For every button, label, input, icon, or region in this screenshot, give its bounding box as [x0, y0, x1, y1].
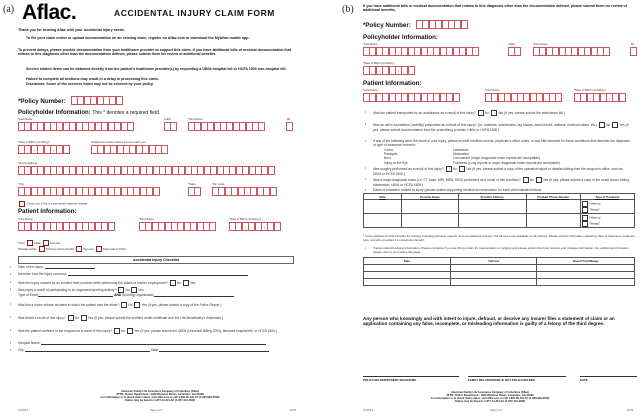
page2-first-name-input[interactable]	[533, 47, 610, 56]
aid-yes-checkbox[interactable]	[612, 122, 618, 128]
mi-input[interactable]	[286, 122, 292, 131]
state-input[interactable]	[188, 187, 201, 196]
page2-mi-label: MI	[631, 42, 635, 46]
patient-last-name-input[interactable]	[18, 222, 114, 231]
suffix-input[interactable]	[164, 122, 177, 131]
ambulance-no-checkbox[interactable]	[478, 110, 484, 116]
condition-item: Paralysis	[384, 152, 398, 157]
permanent-change-checkbox[interactable]	[19, 201, 25, 207]
primary-label: Primary Policyholder	[45, 246, 75, 251]
surgery-no-checkbox[interactable]	[446, 166, 452, 172]
hospital-name-input[interactable]	[41, 341, 266, 345]
checklist-sporting: • Was injury a result of participating in an organized sporting activity? No Yes Type of Event AND Sporting Organization	[18, 287, 298, 297]
treatment-table	[363, 193, 635, 228]
page2-page-number: Page 2 of 2	[490, 409, 503, 412]
surgery-yes-checkbox[interactable]	[459, 166, 465, 172]
date-line[interactable]: DATE	[580, 376, 637, 382]
checklist-describe: • Describe how the injury occurred:	[18, 272, 298, 276]
diagnostic-yes-checkbox[interactable]	[536, 177, 542, 183]
checklist-hospital: • Was the patient confined to the hospital as a result of this injury? No Yes (If yes, please submit the UB04 (Universal Billing 2004), itemized hospital bill, or HCFA 1500.)	[18, 328, 298, 334]
patient-dob-input[interactable]: / /	[229, 222, 280, 231]
page2-patient-dob-input[interactable]: / /	[574, 93, 625, 102]
describe-injury-input[interactable]	[68, 272, 248, 276]
q-dates: • Dates of treatment related to injury (please submit supporting medical documentation for each visit indicated below):	[373, 188, 631, 192]
checklist-death: • Was death a result of this injury? No Yes (If yes, please submit the certified death certificate and the Life-Beneficiary's Statement.)	[18, 315, 298, 321]
th-mileage: Round-Trip Mileage	[537, 258, 635, 265]
th-provider-name: Provider Name	[401, 194, 458, 200]
home-address-label: *Home Address	[18, 161, 38, 165]
date-of-injury-input[interactable]	[45, 265, 95, 269]
patient-first-name-input[interactable]	[139, 222, 216, 231]
permanent-change-label: Check box if this is a permanent address change.	[26, 201, 89, 206]
bullet-failure: Failure to complete all sections may result in a delay in processing this claim.	[26, 77, 159, 81]
table-row	[364, 279, 635, 286]
conditions-left	[384, 148, 408, 165]
dependent-label: Dependent Child	[102, 246, 126, 251]
patient-heading: Patient Information:	[18, 208, 77, 215]
female-label: Female	[49, 240, 61, 245]
condition-item: Coma	[384, 148, 393, 152]
hospital-yes-checkbox[interactable]	[127, 328, 133, 334]
delays-text: To prevent delays, please provide documentation from your healthcare provider to support this claim. If you have additional bills or medical documentation that relates to this diagnosis other than the documentation defined, please submit them for review of additional benefits.	[18, 48, 291, 57]
state-label: *State	[188, 182, 196, 186]
q-surgery: • Was surgery performed as a result of this injury? No Yes (If yes, please submit a copy of the operative report or detailed billing from the surgeon's office, such as UB04 or HCFA 1500.)	[373, 166, 631, 176]
page2-patient-heading: Patient Information:	[363, 80, 422, 87]
patient-first-name-label: *First Name	[139, 217, 154, 221]
page2-form-rev: 02/14	[627, 409, 634, 412]
permanent-change-row	[18, 201, 88, 207]
sporting-org-input[interactable]	[154, 293, 234, 297]
th-transport-date: Date	[364, 258, 451, 265]
checklist-heading: Accidental Injury Checklist	[18, 256, 294, 264]
city-input[interactable]	[18, 187, 159, 196]
required-note: This * denotes a required field.	[92, 110, 161, 116]
death-yes-checkbox[interactable]	[81, 315, 87, 321]
aid-no-checkbox[interactable]	[599, 122, 605, 128]
q-aid: • Was an aid in locomotion (mobility) prescribed as a result of this injury? (i.e. crutches, wheelchairs, leg braces, back braces, walkers, cervical collars, etc.) No Yes (If yes, please submit documentation from the prescribing provider, UB04 or HCFA 1500.)	[373, 122, 631, 132]
hospital-city-input[interactable]	[25, 348, 150, 352]
page1-footer: American Family Life Assurance Company of Columbus (Aflac) ATTN: Claims Department • 1932 Wynnton Road • Columbus, GA 31999 For information or to check claim status, visit aflac.com or call 1-800-99-AFLAC (1-800-992-3522) Claims may be faxed to 1-877-44-AFLAC (1-877-442-3522)	[100, 390, 220, 403]
employment-yes-checkbox[interactable]	[183, 280, 189, 286]
checklist-hospital-name: • Hospital Name:	[18, 341, 298, 345]
therapy-checkbox[interactable]	[582, 207, 588, 213]
form-code: S-0209 F	[18, 409, 29, 412]
checklist-date: • Date of the injury:	[18, 265, 298, 269]
last-name-input[interactable]	[18, 122, 133, 131]
policy-number-label: *Policy Number:	[18, 98, 66, 105]
relationship-row	[18, 246, 126, 252]
therapy-checkbox[interactable]	[582, 221, 588, 227]
condition-item: Laceration	[453, 148, 469, 152]
table-row: Follow up Therapy*	[364, 214, 635, 228]
male-label: Male	[34, 240, 41, 245]
spouse-checkbox[interactable]	[76, 246, 82, 252]
transport-table	[363, 257, 635, 286]
intro-text: Thank you for trusting Aflac with your Accidental injury needs.	[18, 28, 125, 32]
policyholder-heading-row	[18, 110, 160, 116]
page2-policy-number-label: *Policy Number:	[363, 22, 411, 29]
motor-yes-checkbox[interactable]	[134, 302, 140, 308]
th-treatment-type: Type of Treatment	[580, 194, 634, 200]
conditions-right	[453, 148, 560, 165]
phone-input[interactable]: - -	[91, 145, 168, 154]
q-diagnostic: • Was a major diagnostic exam (i.e. CT Scan, MRI, MRA, EEG) performed as a result of this condition? No Yes (If yes, please submit a copy of the exam report, billing information, UB04 or HCFA 1500.)	[373, 177, 631, 187]
th-to-from: To/From	[450, 258, 537, 265]
death-no-checkbox[interactable]	[68, 315, 74, 321]
patient-dob-label: *Date of Birth (mm/dd/yy)	[229, 217, 261, 221]
bullet-disclaimer: Disclaimer: Some of the services listed may not be covered by your policy.	[26, 82, 154, 86]
relationship-label: *Relationship:	[18, 246, 38, 251]
diagnostic-no-checkbox[interactable]	[523, 177, 529, 183]
page2-policy-number-input[interactable]	[416, 20, 467, 29]
page2-suffix-label: Suffix	[508, 42, 515, 46]
fraud-warning: Any person who knowingly and with intent to injure, defraud, or deceive any insurer files a statement of claim or an application containing any false, incomplete, or misleading information is guilty of a felony of the third degree.	[363, 316, 615, 326]
dob-input[interactable]: / /	[18, 145, 69, 154]
phone-label: Telephone Number where we can reach you	[91, 140, 146, 144]
page2-first-name-label: *First Name	[533, 42, 548, 46]
therapy-note: * Some policies provide benefits for therapy including physical, speech, and occupational therapy. Not all types are available on all policies. Please submit information indicating date of treatment, treatment type, and who provided it to determine benefit.	[363, 234, 635, 242]
primary-checkbox[interactable]	[39, 246, 45, 252]
hospital-no-checkbox[interactable]	[114, 328, 120, 334]
policyholder-heading: Policyholder Information:	[18, 110, 91, 116]
page2-policyholder-heading: Policyholder Information:	[363, 34, 438, 41]
sex-label: *Sex:	[18, 240, 26, 245]
page2-patient-last-name-label: *Last Name	[363, 88, 378, 92]
transport-info: • Transportation/Lodging Information: Please complete if you are filing a claim for transportation or lodging and please submit the hotel receipts and mileage information. For additional information, please refer to your policy language.	[373, 247, 631, 254]
checklist-employment: • Was this injury caused by an incident that occurred while performing the duties of his/her employment? No Yes	[18, 280, 298, 286]
condition-item: Concussion (major diagnostic exam reports are acceptable)	[453, 156, 541, 161]
th-date: Date	[364, 194, 402, 200]
dependent-checkbox[interactable]	[96, 246, 102, 252]
condition-item: Dislocation	[453, 152, 470, 157]
th-provider-address: Provider Address	[458, 194, 526, 200]
page2-patient-first-name-input[interactable]	[485, 93, 562, 102]
motor-no-checkbox[interactable]	[121, 302, 127, 308]
checklist-city-state: • City State	[18, 348, 298, 352]
employment-no-checkbox[interactable]	[170, 280, 176, 286]
claim-form-page-2	[320, 0, 640, 416]
condition-item: Fractures (x-ray reports or major diagnostic exam reports are acceptable)	[453, 160, 561, 165]
page2-patient-last-name-input[interactable]	[363, 93, 459, 102]
table-row: Follow up Therapy*	[364, 200, 635, 214]
table-row	[364, 272, 635, 279]
ambulance-yes-checkbox[interactable]	[491, 110, 497, 116]
last-name-label: *Last Name	[18, 117, 33, 121]
spouse-label: Spouse	[83, 246, 94, 251]
home-address-input[interactable]	[18, 166, 274, 175]
zip-input[interactable]: -	[212, 187, 276, 196]
th-provider-phone: Provider Phone Number	[526, 194, 580, 200]
page2-suffix-input[interactable]	[508, 47, 521, 56]
first-name-label: *First Name	[188, 117, 203, 121]
q-conditions: • If any of the following were the result of your injury, please provide medical records, physician's office notes, or any bills received for these conditions that describe the diagnosis or type of treatment received:	[373, 139, 631, 147]
panel-label-b: (b)	[342, 4, 354, 15]
page-number: Page 1 of 2	[150, 409, 163, 412]
page2-patient-dob-label: *Date of Birth (mm/dd/yy)	[574, 88, 606, 92]
page2-intro: If you have additional bills or medical documentation that relates to this diagnosis other than the documentation defined, please submit them for review of additional benefits.	[363, 4, 627, 13]
form-rev: 02/14	[290, 409, 297, 412]
suffix-label: Suffix	[164, 117, 171, 121]
type-of-event-input[interactable]	[38, 293, 113, 297]
online-bullet: To file your claim online or upload documentation on an existing claim, register on Aflac.com or download the MyAflac mobile app.	[26, 36, 250, 40]
q-ambulance: • Was the patient transported by an ambulance as a result of this injury? No Yes (If yes, please submit the ambulance bill.)	[373, 110, 631, 116]
aflac-logo: Aflac.	[22, 1, 77, 24]
mi-label: MI	[287, 117, 291, 121]
page2-last-name-label: *Last Name	[363, 42, 378, 46]
dob-label: *Date of Birth (mm/dd/yy)	[18, 140, 50, 144]
patient-last-name-label: *Last Name	[18, 217, 33, 221]
table-row	[364, 265, 635, 272]
page2-dob-input[interactable]: / /	[363, 66, 414, 75]
signature-line[interactable]: POLICYHOLDER/PATIENT SIGNATURE	[363, 376, 459, 382]
first-name-input[interactable]	[188, 122, 265, 131]
bullet-service: Service related items can be obtained directly from the patient's healthcare provider(s) by requesting a UB04 hospital bill or HCFA 1500 non-hospital bill.	[26, 67, 287, 71]
checklist-motor: • Was this a motor vehicle accident in which the patient was the driver? No Yes (If yes, please submit a copy of the Police Report.)	[18, 302, 298, 308]
panel-label-a: (a)	[3, 4, 15, 15]
page2-mi-input[interactable]	[630, 47, 636, 56]
city-label: *City	[18, 182, 24, 186]
page2-form-code: S-0209 F	[363, 409, 374, 412]
policy-number-input[interactable]	[71, 96, 122, 105]
page2-footer: American Family Life Assurance Company of Columbus (Aflac) ATTN: Claims Department • 1932 Wynnton Road • Columbus, GA 31999 For information or to check claim status, visit aflac.com or call 1-800-99-AFLAC (1-800-992-3522) Claims may be faxed to 1-877-44-AFLAC (1-877-442-3522)	[430, 391, 550, 404]
page2-dob-label: *Date of Birth (mm/dd/yy)	[363, 61, 395, 65]
condition-item: Burn	[384, 156, 391, 161]
hospital-state-input[interactable]	[159, 348, 269, 352]
form-title: ACCIDENTAL INJURY CLAIM FORM	[114, 8, 275, 18]
page2-patient-first-name-label: *First Name	[485, 88, 500, 92]
page2-last-name-input[interactable]	[363, 47, 478, 56]
condition-item: Injury to the Eye	[384, 160, 408, 165]
family-relationship-line[interactable]: FAMILY RELATIONSHIP, IF NOT POLICYHOLDER	[468, 376, 566, 382]
zip-label: *Zip Code	[212, 182, 225, 186]
